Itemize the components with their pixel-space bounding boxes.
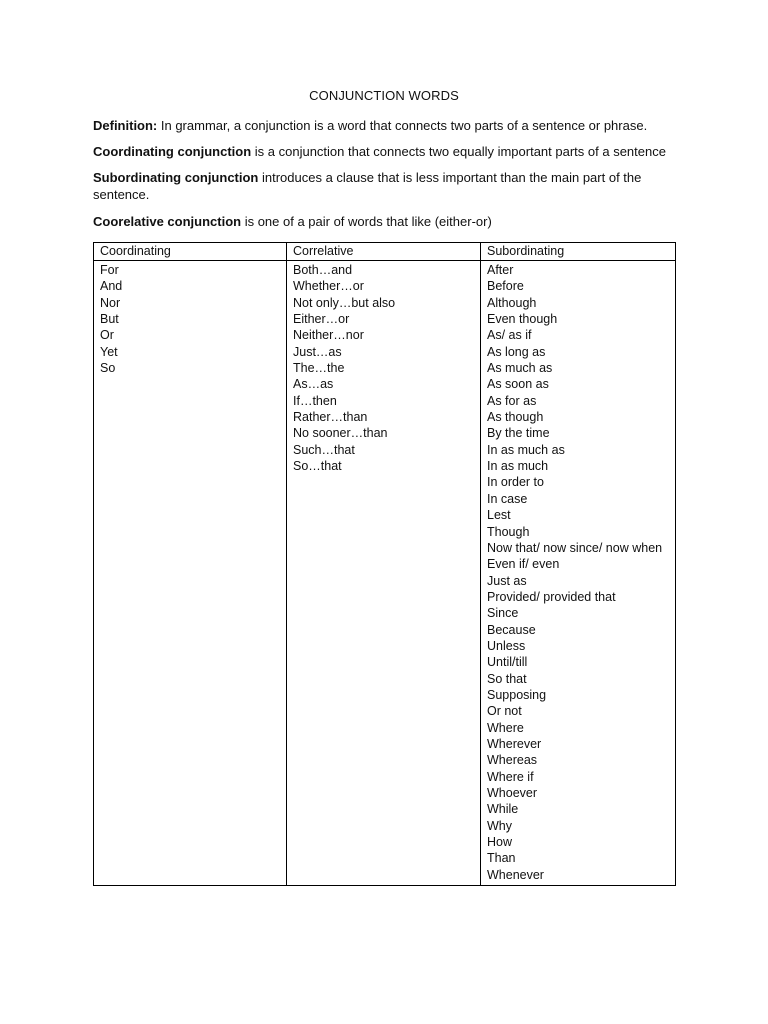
list-item: Wherever <box>487 736 542 751</box>
list-item: Such…that <box>293 442 355 457</box>
list-item: As though <box>487 410 544 425</box>
list-item: In order to <box>487 475 544 490</box>
list-item: Before <box>487 279 524 294</box>
conjunction-table <box>93 242 676 886</box>
list-item: Even if/ even <box>487 557 560 572</box>
list-item: The…the <box>293 361 345 376</box>
list-item: In as much <box>487 459 549 474</box>
list-item: As much as <box>487 361 553 376</box>
header-subordinating: Subordinating <box>481 243 676 261</box>
list-item: Just…as <box>293 344 342 359</box>
list-item: Lest <box>487 508 511 523</box>
list-item: As/ as if <box>487 328 532 343</box>
list-item: Whereas <box>487 753 538 768</box>
correlative-list <box>293 261 474 476</box>
list-item: So <box>100 361 116 376</box>
list-item: Nor <box>100 295 121 310</box>
list-item: Whenever <box>487 867 544 882</box>
list-item: Neither…nor <box>293 328 364 343</box>
list-item: So that <box>487 671 527 686</box>
list-item: If…then <box>293 393 337 408</box>
list-item: How <box>487 835 513 850</box>
correlative-text: is one of a pair of words that like (either-or) <box>241 214 492 229</box>
list-item: Or <box>100 328 114 343</box>
list-item: Whoever <box>487 786 538 800</box>
definition-paragraph <box>93 117 675 134</box>
list-item: But <box>100 312 119 327</box>
coordinating-cell <box>94 261 287 886</box>
list-item: For <box>100 263 119 277</box>
subordinating-term: Subordinating conjunction <box>93 170 259 185</box>
list-item: After <box>487 263 514 277</box>
list-item: Yet <box>100 344 118 359</box>
list-item: Although <box>487 295 537 310</box>
list-item: Since <box>487 606 519 621</box>
definition-term: Definition: <box>93 118 158 133</box>
subordinating-text: introduces a clause that is less important than the main part of the sentence. <box>93 170 642 202</box>
correlative-term: Coorelative conjunction <box>93 214 242 229</box>
list-item: Either…or <box>293 312 350 327</box>
list-item: By the time <box>487 426 550 441</box>
list-item: And <box>100 279 123 294</box>
list-item: Than <box>487 851 516 866</box>
list-item: Whether…or <box>293 279 364 294</box>
list-item: As soon as <box>487 377 549 392</box>
definition-text: In grammar, a conjunction is a word that connects two parts of a sentence or phrase. <box>157 118 648 133</box>
table-row <box>94 261 676 886</box>
list-item: Though <box>487 524 530 539</box>
list-item: In case <box>487 491 528 506</box>
list-item: Where if <box>487 769 534 784</box>
page-title: CONJUNCTION WORDS <box>309 88 459 103</box>
header-correlative: Correlative <box>287 243 481 261</box>
list-item: As…as <box>293 377 334 392</box>
list-item: Even though <box>487 312 558 327</box>
list-item: While <box>487 802 519 817</box>
list-item: As for as <box>487 393 537 408</box>
list-item: Supposing <box>487 687 547 702</box>
coordinating-text: is a conjunction that connects two equally important parts of a sentence <box>251 144 666 159</box>
list-item: As long as <box>487 344 546 359</box>
list-item: Because <box>487 622 536 637</box>
list-item: Unless <box>487 638 526 653</box>
list-item: Just as <box>487 573 527 588</box>
list-item: No sooner…than <box>293 426 388 441</box>
coordinating-term: Coordinating conjunction <box>93 144 252 159</box>
list-item: Rather…than <box>293 410 368 425</box>
header-coordinating: Coordinating <box>94 243 287 261</box>
list-item: Or not <box>487 704 522 719</box>
list-item: Where <box>487 720 524 735</box>
list-item: Until/till <box>487 655 528 670</box>
list-item: Provided/ provided that <box>487 589 616 604</box>
correlative-paragraph <box>93 213 675 230</box>
list-item: Not only…but also <box>293 295 396 310</box>
table-header-row <box>94 243 676 261</box>
subordinating-paragraph <box>93 169 675 203</box>
list-item: In as much as <box>487 442 565 457</box>
subordinating-list <box>487 261 669 885</box>
coordinating-paragraph <box>93 143 675 160</box>
coordinating-list <box>100 261 280 378</box>
list-item: Why <box>487 818 512 833</box>
list-item: Now that/ now since/ now when <box>487 540 663 555</box>
list-item: So…that <box>293 459 342 474</box>
correlative-cell <box>287 261 481 886</box>
subordinating-cell <box>481 261 676 886</box>
list-item: Both…and <box>293 263 353 277</box>
